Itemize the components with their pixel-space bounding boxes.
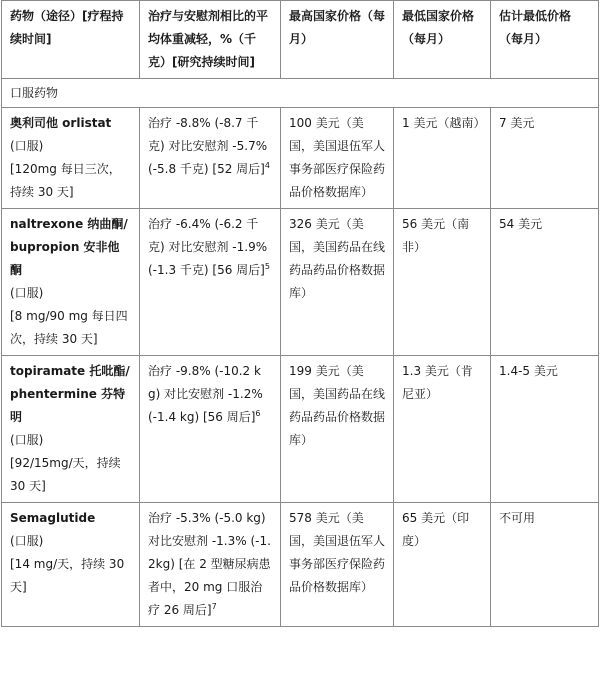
est-min-price-cell: 7 美元 (491, 108, 599, 209)
drug-route: (口服) (10, 286, 44, 300)
drug-cell (2, 108, 140, 209)
effect-ref: 5 (264, 262, 270, 271)
est-min-price-cell: 54 美元 (491, 209, 599, 356)
effect-text: 治疗 -9.8% (-10.2 kg) 对比安慰剂 -1.2% (-1.4 kg) [56 周后] (148, 364, 263, 424)
header-est-min-price: 估计最低价格（每月） (491, 1, 599, 79)
est-min-price-cell: 不可用 (491, 503, 599, 627)
max-price-cell: 199 美元（美国，美国药品在线药品药品价格数据库） (281, 356, 394, 503)
effect-ref: 4 (264, 161, 270, 170)
header-row (2, 1, 599, 79)
effect-text: 治疗 -5.3% (-5.0 kg) 对比安慰剂 -1.3% (-1.2kg) [在 2 型糖尿病患者中，20 mg 口服治疗 26 周后] (148, 511, 271, 617)
drug-route: (口服) (10, 534, 44, 548)
drug-regimen: [92/15mg/天，持续 30 天] (10, 456, 121, 493)
min-price-cell: 56 美元（南非） (394, 209, 491, 356)
drug-cell (2, 503, 140, 627)
max-price-cell: 100 美元（美国，美国退伍军人事务部医疗保险药品价格数据库） (281, 108, 394, 209)
effect-cell (140, 356, 281, 503)
min-price-cell: 1.3 美元（肯尼亚） (394, 356, 491, 503)
drug-route: (口服) (10, 139, 44, 153)
effect-ref: 6 (255, 409, 261, 418)
header-drug: 药物（途径）[疗程持续时间] (2, 1, 140, 79)
effect-cell (140, 108, 281, 209)
table-row (2, 209, 599, 356)
header-max-price: 最高国家价格（每月） (281, 1, 394, 79)
table-row (2, 356, 599, 503)
est-min-price-cell: 1.4-5 美元 (491, 356, 599, 503)
header-effect: 治疗与安慰剂相比的平均体重减轻，%（千克）[研究持续时间] (140, 1, 281, 79)
drug-name: topiramate 托吡酯/phentermine 芬特明 (10, 364, 130, 424)
drug-regimen: [120mg 每日三次，持续 30 天] (10, 162, 121, 199)
table-row (2, 503, 599, 627)
header-min-price: 最低国家价格（每月） (394, 1, 491, 79)
min-price-cell: 1 美元（越南） (394, 108, 491, 209)
drug-name: naltrexone 纳曲酮/bupropion 安非他酮 (10, 217, 128, 277)
drug-regimen: [8 mg/90 mg 每日四次，持续 30 天] (10, 309, 128, 346)
drug-cell (2, 356, 140, 503)
max-price-cell: 578 美元（美国，美国退伍军人事务部医疗保险药品价格数据库） (281, 503, 394, 627)
drug-route: (口服) (10, 433, 44, 447)
drug-name: Semaglutide (10, 511, 96, 525)
drug-name: 奥利司他 orlistat (10, 116, 112, 130)
drug-regimen: [14 mg/天，持续 30 天] (10, 557, 125, 594)
table-row (2, 108, 599, 209)
min-price-cell: 65 美元（印度） (394, 503, 491, 627)
section-row (2, 79, 599, 108)
effect-text: 治疗 -6.4% (-6.2 千克) 对比安慰剂 -1.9% (-1.3 千克) [56 周后] (148, 217, 268, 277)
max-price-cell: 326 美元（美国，美国药品在线药品药品价格数据库） (281, 209, 394, 356)
effect-ref: 7 (211, 602, 217, 611)
effect-cell (140, 503, 281, 627)
drug-price-table (1, 0, 599, 627)
drug-cell (2, 209, 140, 356)
effect-cell (140, 209, 281, 356)
section-title: 口服药物 (2, 79, 599, 108)
effect-text: 治疗 -8.8% (-8.7 千克) 对比安慰剂 -5.7% (-5.8 千克) [52 周后] (148, 116, 268, 176)
